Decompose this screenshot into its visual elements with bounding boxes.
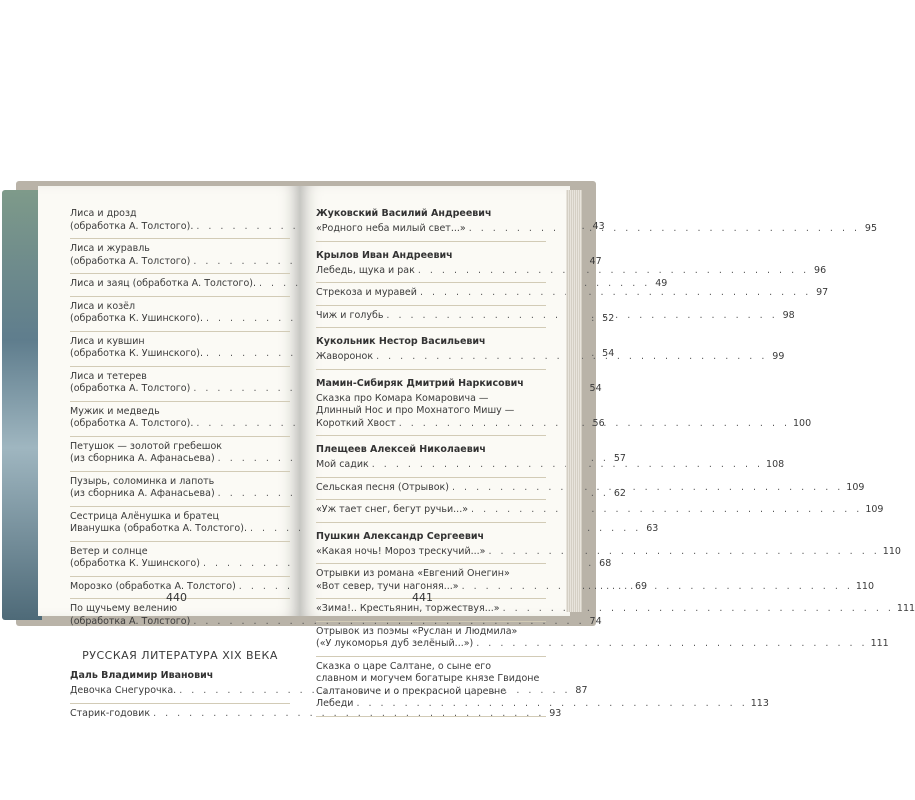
toc-entry-title-line: Отрывки из романа «Евгений Онегин» [316,568,510,579]
toc-entry-title-line: Пузырь, соломинка и лапоть [70,475,215,487]
toc-entry-title-line: Иванушка (обработка А. Толстого). [70,523,247,534]
toc-entry-title-line: «Зима!.. Крестьянин, торжествуя...» [316,603,500,614]
toc-entry-title-line: Лебедь, щука и рак [316,264,415,276]
toc-entry-title-line: «Родного неба милый свет...» [316,223,466,234]
section-title: РУССКАЯ ЛИТЕРАТУРА XIX ВЕКА [82,649,278,662]
toc-page-number: 111 [896,603,915,614]
leader-dots [418,265,809,278]
toc-page-number: 100 [793,417,812,429]
author-heading: Крылов Иван Андреевич [316,249,453,261]
leader-dots [469,220,860,236]
toc-entry-title-line: «Вот север, тучи нагоняя...» [316,580,459,592]
leader-dots [356,698,747,711]
toc-page-number: 108 [766,459,785,470]
toc-page-number: 87 [575,685,588,696]
toc-entry-last-line [316,698,769,711]
toc-entry-title-line: Стрекоза и муравей [316,287,417,298]
toc-entry [70,707,562,726]
toc-page-number: 68 [599,558,612,569]
toc-page-number: 109 [846,481,865,493]
toc-page-number: 99 [772,351,785,362]
toc-entry-title-line: Старик-годовик [70,707,151,719]
toc-page-number: 49 [655,278,668,289]
toc-entry-title-line: Лиса и кувшин [70,335,145,347]
toc-entry-title-line: (обработка А. Толстого) [70,615,191,627]
toc-page-number: 69 [635,580,648,592]
toc-page-number: 97 [816,287,829,298]
leader-dots [420,287,811,300]
toc-entry-title-line: По щучьему велению [70,603,178,614]
leader-dots [503,603,894,616]
toc-entry-title-line: Мужик и медведь [70,405,160,417]
toc-entry-title-line: «Уж тает снег, бегут ручьи...» [316,504,469,515]
toc-entry-last-line [316,459,785,472]
cover-illustration-edge [2,190,42,620]
toc-entry-title-line: Морозко (обработка А. Толстого) [70,580,236,592]
toc-page-number: 93 [549,707,562,719]
toc-page-number: 47 [589,255,602,267]
toc-page-number: 57 [613,453,626,464]
author-heading: Мамин-Сибиряк Дмитрий Наркисович [316,377,524,389]
toc-entry-title-line: Лиса и тетерев [70,370,147,382]
leader-dots [386,310,777,323]
toc-page-number: 62 [613,488,626,499]
toc-entry-title-line: (из сборника А. Афанасьева) [70,453,215,464]
toc-page-number: 98 [782,309,795,321]
toc-page-number: 96 [814,264,827,276]
toc-entry-title-line: (обработка К. Ушинского) [70,558,200,569]
toc-entry-title-line: Лиса и заяц (обработка А. Толстого). [70,278,256,289]
toc-entry-title-line: Длинный Нос и про Мохнатого Мишу — [316,405,515,416]
toc-entry-title-line: Лебеди [316,698,354,709]
toc-page-number: 95 [864,223,878,234]
toc-entry [316,625,889,657]
toc-entry-last-line [316,638,889,651]
toc-page-number: 54 [589,383,602,394]
toc-entry-last-line [316,545,901,559]
toc-entry-title-line: Сестрица Алёнушка и братец [70,510,220,522]
toc-entry-title-line: («У лукоморья дуб зелёный...») [316,638,474,649]
toc-entry-title-line: (обработка А. Толстого) [70,255,191,267]
toc-entry-title-line: славном и могучем богатыре князе Гвидоне [316,673,540,684]
toc-page-number: 110 [882,545,901,557]
toc-entry-title-line: Сказка про Комара Комаровича — [316,392,489,404]
toc-entry [316,287,829,306]
toc-page-number: 110 [855,580,875,592]
toc-page-number: 113 [750,698,769,709]
toc-entry-title-line: (из сборника А. Афанасьева) [70,488,215,499]
author-heading: Кукольник Нестор Васильевич [316,336,486,347]
toc-page-number: 54 [602,348,615,359]
toc-page-number: 111 [870,638,889,649]
toc-page-number: 63 [646,523,659,534]
page-edges [566,190,582,612]
toc-entry-title-line: Салтановиче и о прекрасной царевне [316,685,507,697]
leader-dots [488,546,879,559]
toc-entry-title-line: (обработка А. Толстого) [70,383,191,394]
toc-entry-last-line [316,603,915,616]
page-number-left: 440 [166,591,187,604]
toc-entry-title-line: Лиса и козёл [70,300,136,312]
leader-dots [471,504,862,517]
leader-dots [399,418,790,431]
author-heading: Плещеев Алексей Николаевич [316,444,486,455]
toc-entry-last-line [70,707,562,721]
toc-entry-title-line: Чиж и голубь [316,309,384,321]
author-heading: Жуковский Василий Андреевич [316,208,492,219]
leader-dots [452,482,843,495]
toc-entry-title-line: Отрывок из поэмы «Руслан и Людмила» [316,625,518,637]
toc-entry-last-line [316,287,829,300]
toc-page-number: 74 [589,615,602,627]
author-heading: Даль Владимир Иванович [70,670,214,681]
toc-entry-last-line [316,504,884,517]
toc-entry-title-line: Мой садик [316,459,369,470]
toc-entry-title-line: Лиса и журавль [70,243,150,254]
toc-entry-title-line: Петушок — золотой гребешок [70,440,223,452]
toc-entry-title-line: (обработка А. Толстого). [70,220,194,232]
toc-entry-title-line: «Какая ночь! Мороз трескучий...» [316,545,486,557]
toc-entry-title-line: (обработка А. Толстого). [70,418,194,429]
toc-entry-last-line [316,264,827,278]
toc-entry-title-line: Сказка о царе Салтане, о сыне его [316,660,492,672]
toc-entry-last-line [70,615,602,629]
page-number-right: 441 [412,591,433,604]
toc-entry-title-line: Лиса и дрозд [70,208,137,219]
toc-entry-title-line: (обработка К. Ушинского). [70,313,203,324]
toc-entry [316,504,884,523]
author-heading: Пушкин Александр Сергеевич [316,530,485,542]
toc-entry-title-line: Короткий Хвост [316,417,396,429]
toc-page-number: 56 [592,418,605,429]
toc-entry-last-line [70,558,612,571]
toc-entry-title-line: (обработка К. Ушинского). [70,348,203,359]
toc-entry-title-line: Сельская песня (Отрывок) [316,481,449,493]
toc-entry-title-line: Ветер и солнце [70,545,148,557]
toc-entry [316,459,785,478]
toc-entry-title-line: Девочка Снегурочка. [70,685,177,696]
toc-page-number: 109 [865,504,884,515]
toc-entry-last-line [70,488,626,501]
leader-dots [462,581,853,594]
toc-page-number: 52 [602,313,615,324]
toc-entry-title-line: Жаворонок [316,351,374,362]
leader-dots [476,638,867,651]
toc-page-number: 43 [592,220,605,232]
toc-entry-last-line [70,278,668,291]
